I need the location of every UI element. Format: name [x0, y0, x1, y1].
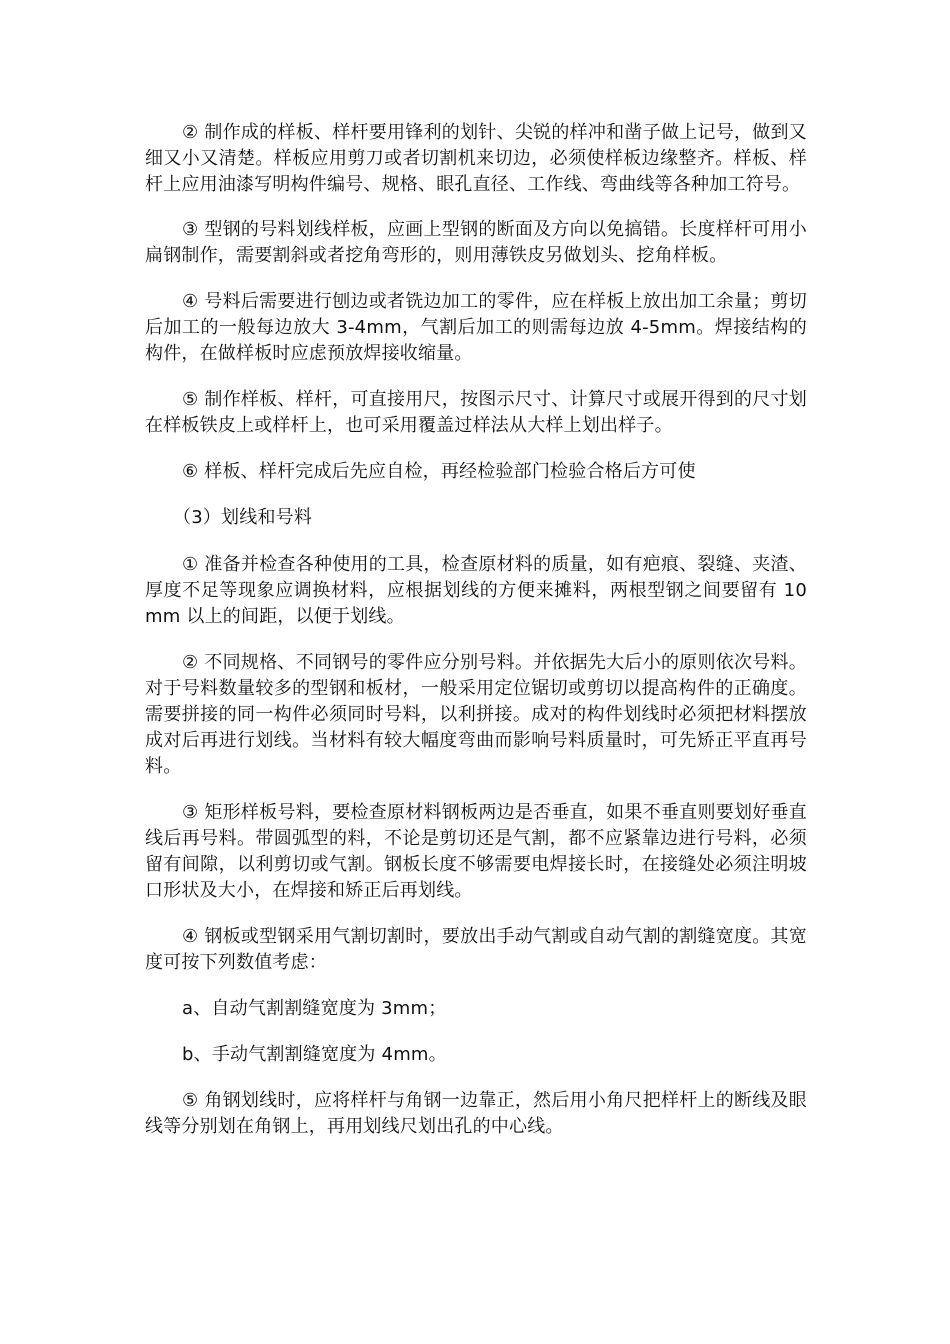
- paragraph-3: ④ 号料后需要进行刨边或者铣边加工的零件，应在样板上放出加工余量；剪切后加工的一般每边放大 3-4mm，气割后加工的则需每边放 4-5mm。焊接结构的构件，在做样板时应虑预放焊接收缩量。: [145, 291, 807, 364]
- document-page: [145, 120, 807, 1140]
- paragraph-5: ⑥ 样板、样杆完成后先应自检，再经检验部门检验合格后方可使: [182, 461, 696, 482]
- paragraph-2: ③ 型钢的号料划线样板，应画上型钢的断面及方向以免搞错。长度样杆可用小扁钢制作，需要割斜或者挖角弯形的，则用薄铁皮另做划头、挖角样板。: [145, 219, 807, 266]
- paragraph-8: ③ 矩形样板号料，要检查原材料钢板两边是否垂直，如果不垂直则要划好垂直线后再号料。带圆弧型的料，不论是剪切还是气割，都不应紧靠边进行号料，必须留有间隙，以利剪切或气割。钢板长度不够需要电焊接长时，在接缝处必须注明坡口形状及大小，在焊接和矫正后再划线。: [145, 802, 807, 901]
- paragraph-9: ④ 钢板或型钢采用气割切割时，要放出手动气割或自动气割的割缝宽度。其宽度可按下列数值考虑：: [145, 926, 807, 973]
- paragraph-6: ① 准备并检查各种使用的工具，检查原材料的质量，如有疤痕、裂缝、夹渣、厚度不足等现象应调换材料，应根据划线的方便来摊料，两根型钢之间要留有 10mm 以上的间距，以便于划线。: [145, 554, 807, 627]
- paragraph-10: ⑤ 角钢划线时，应将样杆与角钢一边靠正，然后用小角尺把样杆上的断线及眼线等分别划在角钢上，再用划线尺划出孔的中心线。: [145, 1090, 807, 1137]
- list-item-b: b、手动气割割缝宽度为 4mm。: [182, 1044, 447, 1065]
- paragraph-4: ⑤ 制作样板、样杆，可直接用尺，按图示尺寸、计算尺寸或展开得到的尺寸划在样板铁皮上或样杆上，也可采用覆盖过样法从大样上划出样子。: [145, 389, 807, 436]
- list-item-a: a、自动气割割缝宽度为 3mm；: [182, 998, 447, 1019]
- paragraph-1: ② 制作成的样板、样杆要用锋利的划针、尖锐的样冲和凿子做上记号，做到又细又小又清楚。样板应用剪刀或者切割机来切边，必须使样板边缘整齐。样板、样杆上应用油漆写明构件编号、规格、眼孔直径、工作线、弯曲线等各种加工符号。: [145, 122, 807, 195]
- paragraph-7: ② 不同规格、不同钢号的零件应分别号料。并依据先大后小的原则依次号料。对于号料数量较多的型钢和板材，一般采用定位锯切或剪切以提高构件的正确度。需要拼接的同一构件必须同时号料，以利拼接。成对的构件划线时必须把材料摆放成对后再进行划线。当材料有较大幅度弯曲而影响号料质量时，可先矫正平直再号料。: [145, 652, 807, 777]
- section-heading: （3）划线和号料: [173, 507, 313, 528]
